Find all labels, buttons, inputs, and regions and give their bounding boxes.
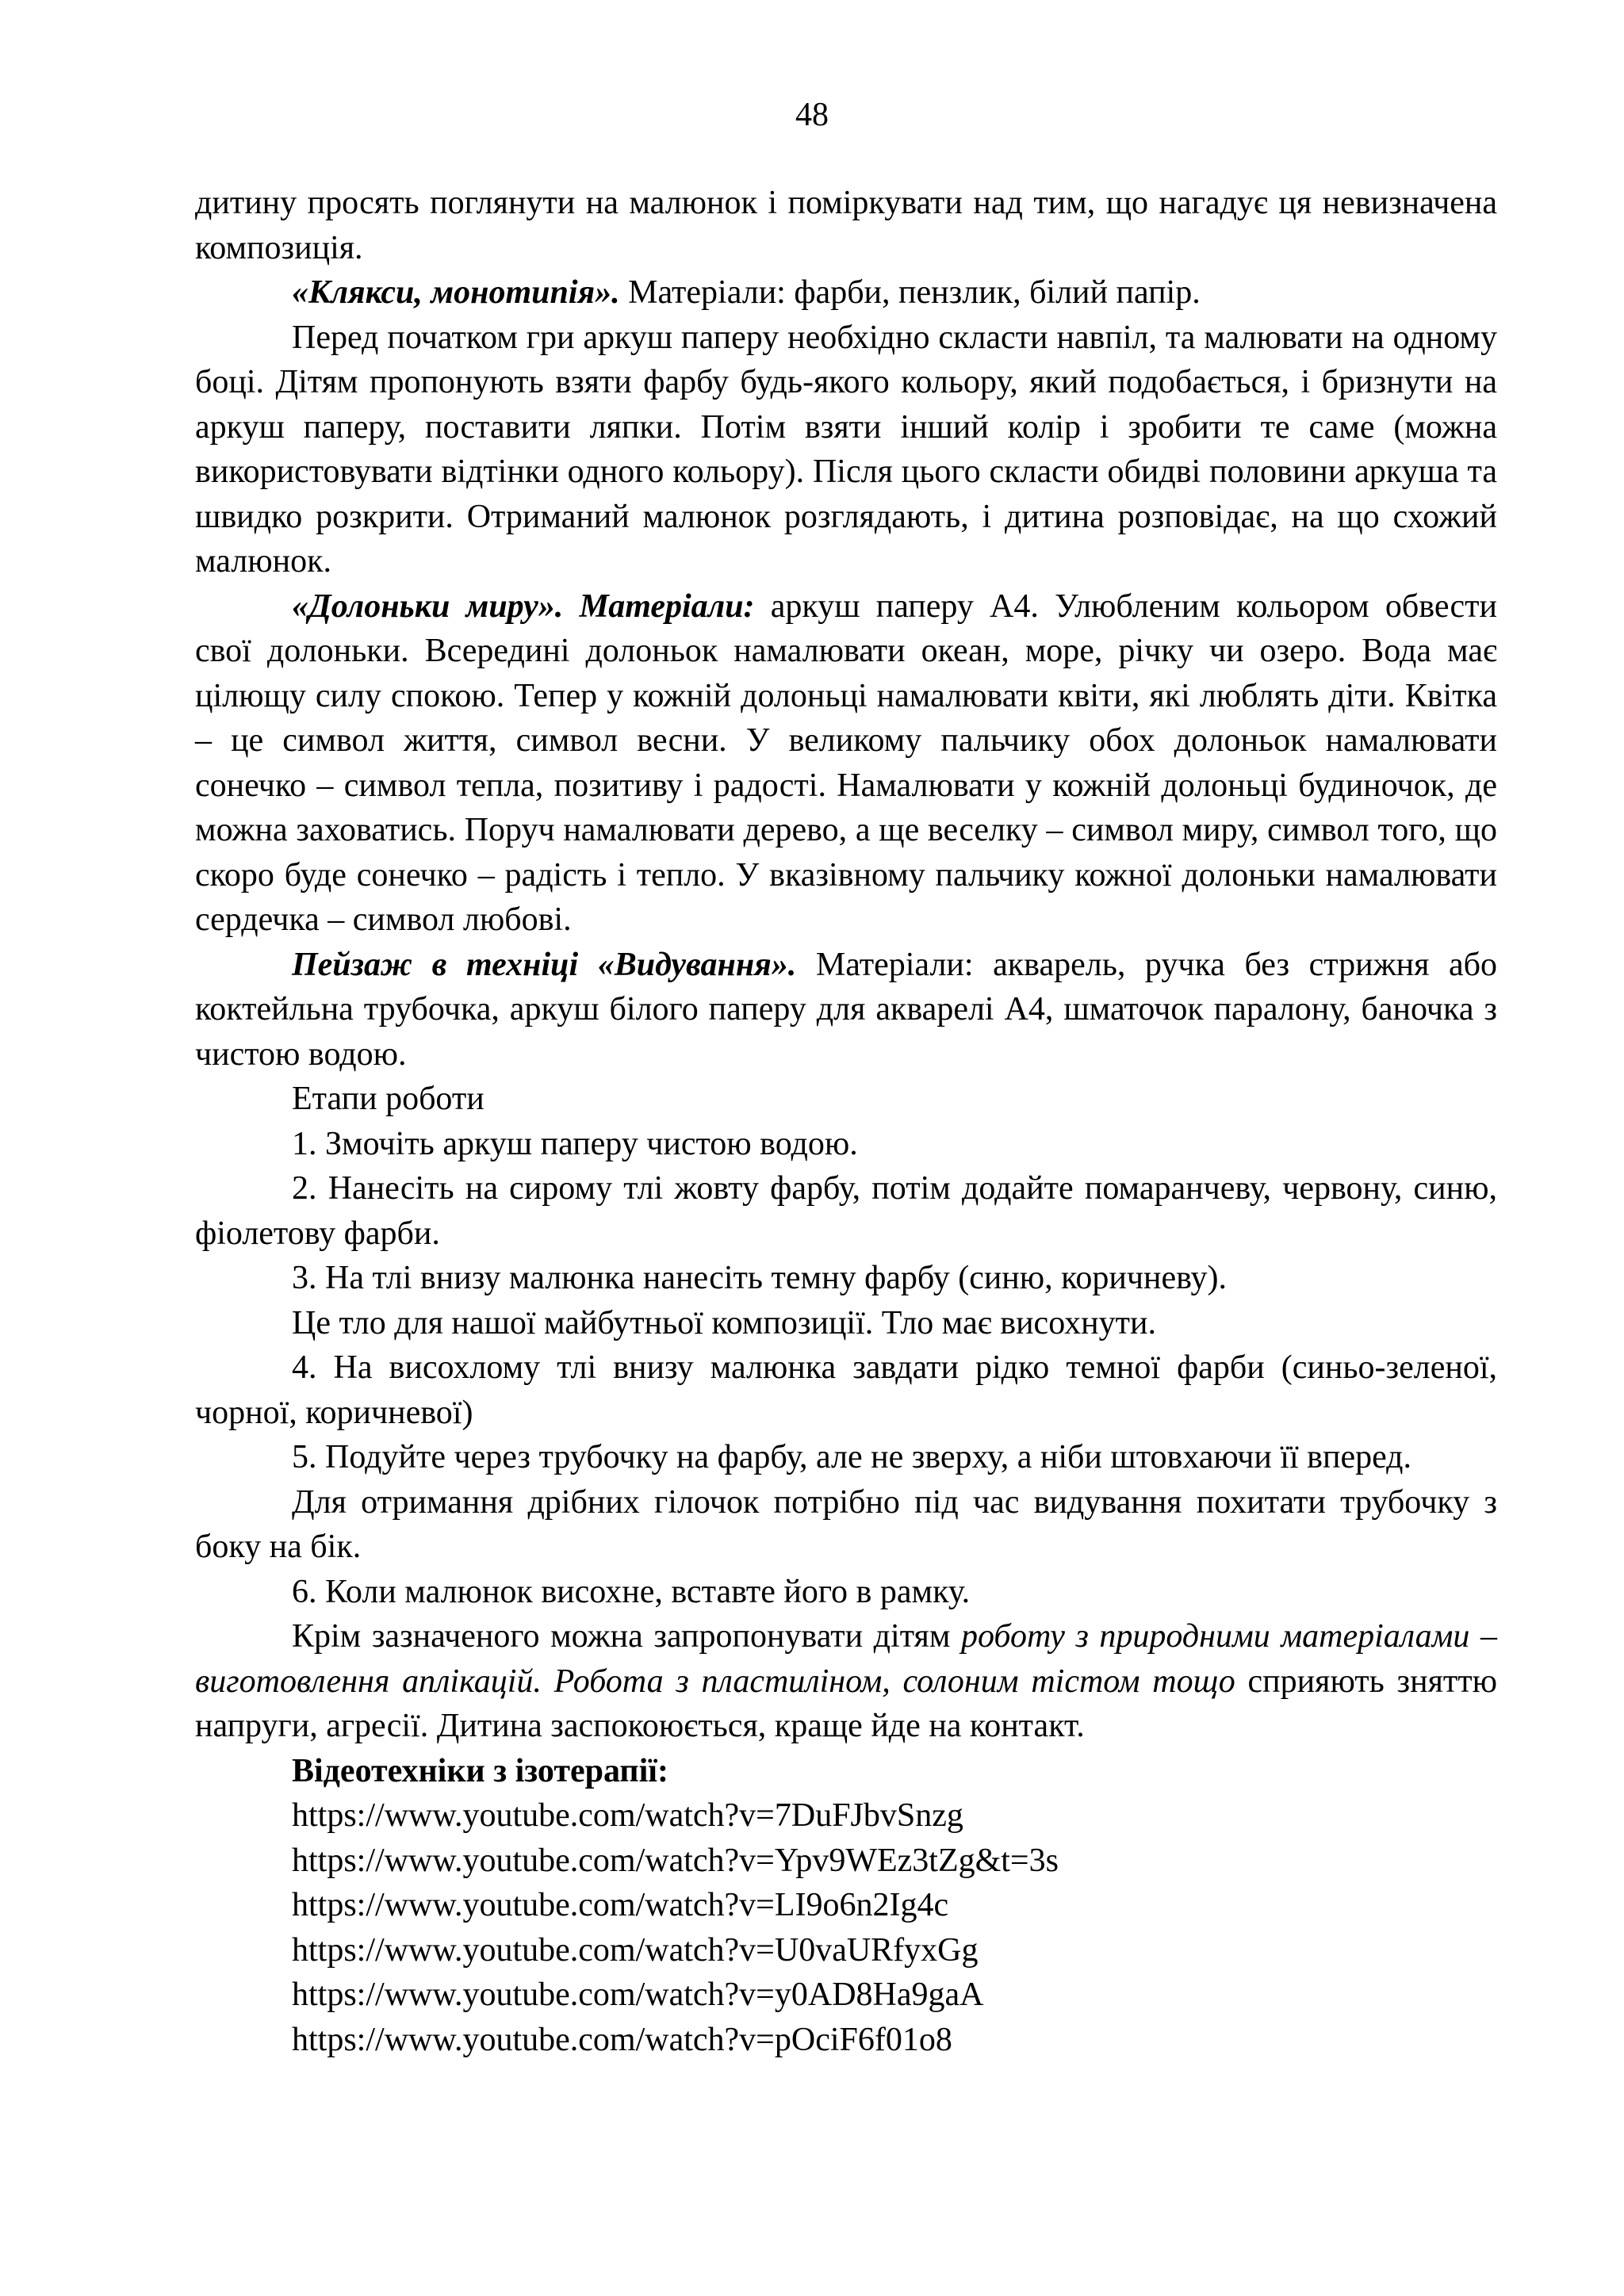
paragraph-intro: дитину просять поглянути на малюнок і поміркувати над тим, що нагадує ця невизначена композиція.	[195, 185, 1497, 266]
video-link[interactable]: https://www.youtube.com/watch?v=y0AD8Ha9gaA	[292, 1976, 984, 2013]
section-title-blots: «Клякси, монотипія».	[292, 274, 620, 311]
paragraph-blots-instructions: Перед початком гри аркуш паперу необхідно скласти навпіл, та малювати на одному боці. Дітям пропонують взяти фарбу будь-якого кольору, який подобається, і бризнути на аркуш паперу, поставити ляпки. Потім взяти інший колір і зробити те саме (можна використовувати відтінки одного кольору). Після цього скласти обидві половини аркуша та швидко розкрити. Отриманий малюнок розглядають, і дитина розповідає, на що схожий малюнок.	[195, 319, 1497, 580]
step-2: 2. Нанесіть на сирому тлі жовту фарбу, потім додайте помаранчеву, червону, синю, фіолетову фарби.	[195, 1170, 1497, 1252]
step-3: 3. На тлі внизу малюнка нанесіть темну фарбу (синю, коричневу).	[292, 1260, 1228, 1296]
video-link[interactable]: https://www.youtube.com/watch?v=LI9o6n2Ig4c	[292, 1887, 949, 1923]
video-link[interactable]: https://www.youtube.com/watch?v=pOciF6f01o8	[292, 2021, 952, 2058]
step-4: 4. На висохлому тлі внизу малюнка завдати рідко темної фарби (синьо-зеленої, чорної, коричневої)	[195, 1349, 1497, 1431]
step-6: 6. Коли малюнок висохне, вставте його в рамку.	[292, 1573, 971, 1610]
paragraph-palms	[195, 584, 1497, 943]
other-activities-italic: роботу з природними матеріалами – виготовлення аплікацій. Робота з пластиліном, солоним тістом тощо	[195, 1618, 1497, 1700]
paragraph-other-activities	[195, 1614, 1497, 1749]
blots-materials: Матеріали: фарби, пензлик, білий папір.	[619, 274, 1201, 311]
paragraph-stages-heading: Етапи роботи	[292, 1081, 485, 1117]
other-activities-end: сприяють зняттю напруги, агресії. Дитина заспокоюється, краще йде на контакт.	[195, 1663, 1498, 1744]
step-5-note: Для отримання дрібних гілочок потрібно під час видування похитати трубочку з боку на бік.	[195, 1483, 1497, 1565]
palms-text: аркуш паперу А4. Улюбленим кольором обвести свої долоньки. Всередині долоньок намалювати океан, море, річку чи озеро. Вода має цілющу силу спокою. Тепер у кожній долоньці намалювати квіти, які люблять діти. Квітка – це символ життя, символ весни. У великому пальчику обох долоньок намалювати сонечко – символ тепла, позитиву і радості. Намалювати у кожній долоньці будиночок, де можна заховатись. Поруч намалювати дерево, а ще веселку – символ миру, символ того, що скоро буде сонечко – радість і тепло. У вказівному пальчику кожної долоньки намалювати сердечка – символ любові.	[195, 587, 1497, 938]
page-body	[195, 181, 1497, 2062]
page-number: 48	[795, 97, 829, 133]
step-1: 1. Змочіть аркуш паперу чистою водою.	[292, 1125, 858, 1162]
section-title-palms: «Долоньки миру». Матеріали:	[292, 587, 755, 625]
step-3-note: Це тло для нашої майбутньої композиції. Тло має висохнути.	[292, 1304, 1156, 1341]
video-link[interactable]: https://www.youtube.com/watch?v=U0vaURfyxGg	[292, 1931, 979, 1969]
blowing-materials: Матеріали: акварель, ручка без стрижня або коктейльна трубочка, аркуш білого паперу для акварелі А4, шматочок паралону, баночка з чистою водою.	[195, 946, 1497, 1073]
video-link[interactable]: https://www.youtube.com/watch?v=7DuFJbvSnzg	[292, 1797, 963, 1834]
section-title-blowing: Пейзаж в техніці «Видування».	[292, 946, 797, 983]
video-link[interactable]: https://www.youtube.com/watch?v=Ypv9WEz3tZg&t=3s	[292, 1842, 1059, 1879]
step-5: 5. Подуйте через трубочку на фарбу, але не зверху, а ніби штовхаючи її вперед.	[292, 1439, 1412, 1475]
paragraph-blots	[195, 270, 1497, 316]
paragraph-blowing	[195, 943, 1497, 1077]
other-activities-start: Крім зазначеного можна запропонувати дітям	[292, 1618, 961, 1655]
video-heading: Відеотехніки з ізотерапії:	[292, 1752, 668, 1789]
